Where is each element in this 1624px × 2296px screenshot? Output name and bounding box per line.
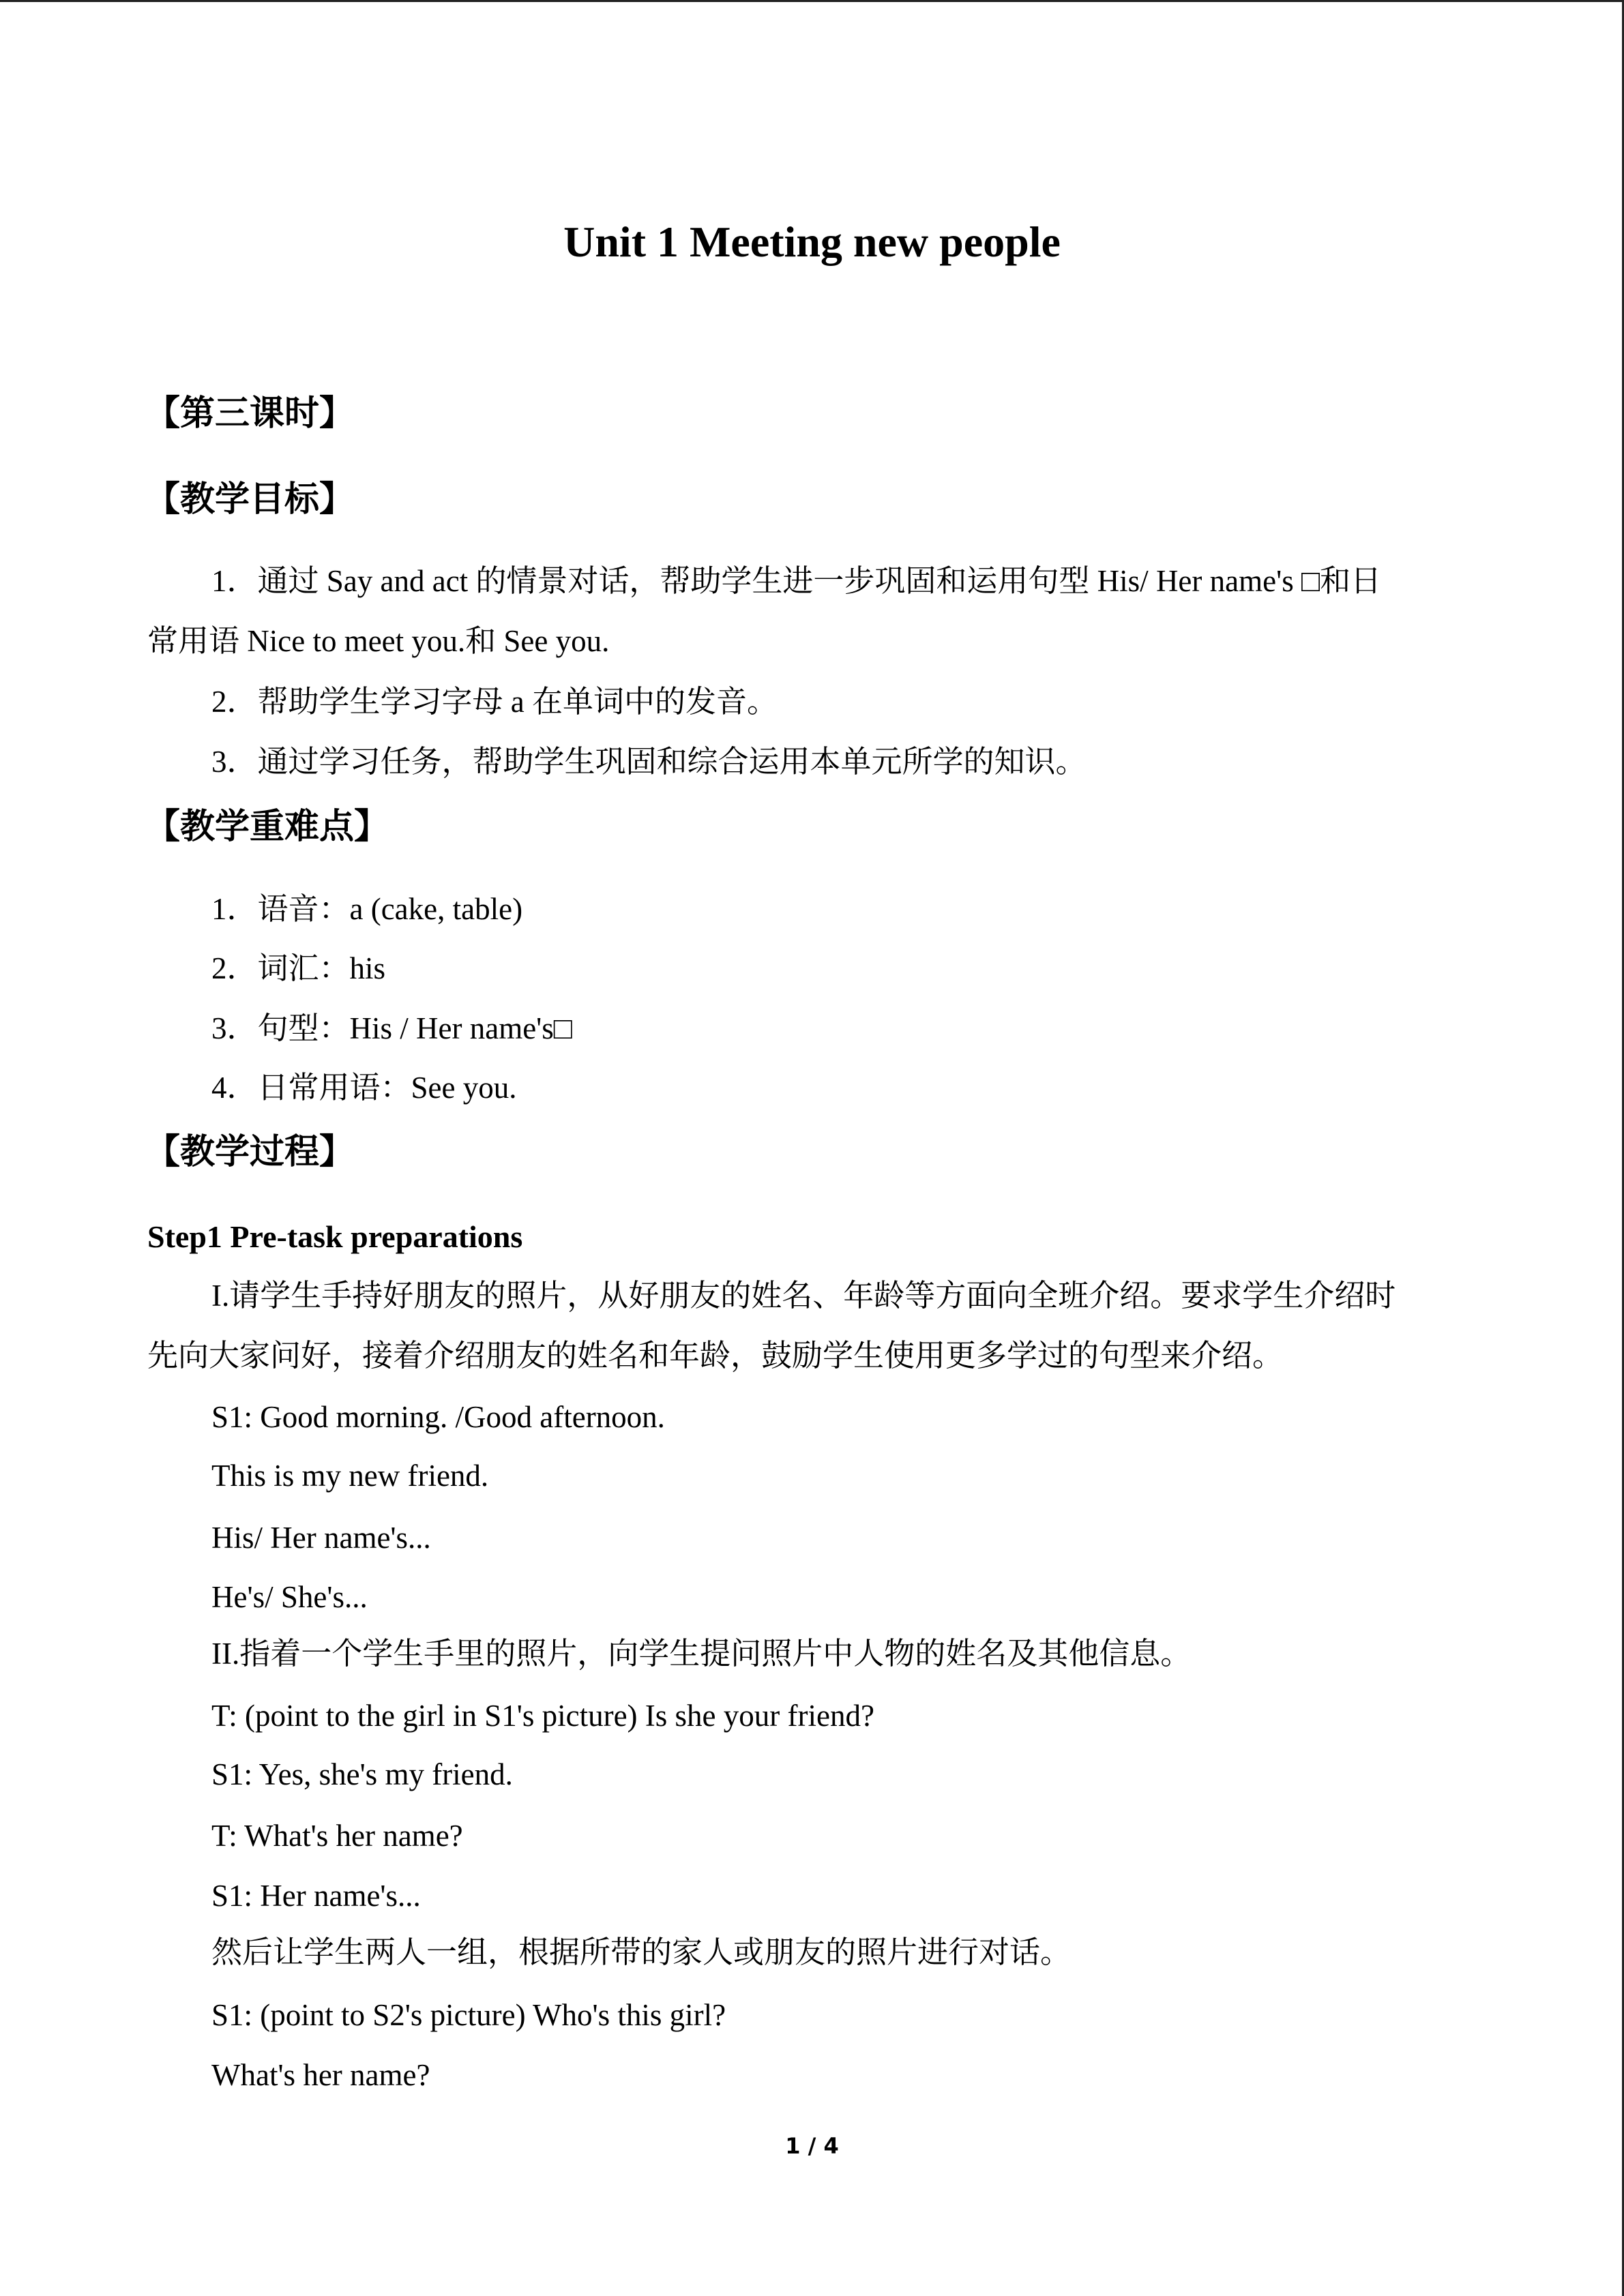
- document-title: Unit 1 Meeting new people: [563, 218, 1061, 266]
- key-point-item-2: 2．词汇：his: [211, 951, 386, 985]
- dialogue3-line: What's her name?: [211, 2058, 430, 2092]
- key-points-heading: 【教学重难点】: [145, 807, 389, 847]
- pair-instruction-line: 然后让学生两人一组，根据所带的家人或朋友的照片进行对话。: [211, 1935, 1072, 1969]
- dialogue1-line: He's/ She's...: [211, 1580, 368, 1614]
- step1-heading: Step1 Pre-task preparations: [147, 1219, 523, 1254]
- page-number: 1 / 4: [785, 2133, 839, 2159]
- dialogue2-line: T: (point to the girl in S1's picture) Is she your friend?: [211, 1699, 874, 1733]
- part2-line: II.指着一个学生手里的照片，向学生提问照片中人物的姓名及其他信息。: [211, 1637, 1192, 1671]
- key-point-item-1: 1．语音：a (cake, table): [211, 892, 523, 926]
- dialogue1-line: His/ Her name's...: [211, 1521, 431, 1555]
- dialogue2-line: S1: Yes, she's my friend.: [211, 1757, 513, 1791]
- objective-item-3: 3．通过学习任务，帮助学生巩固和综合运用本单元所学的知识。: [211, 745, 1087, 779]
- top-border-line: [0, 0, 1624, 2]
- process-heading: 【教学过程】: [145, 1132, 355, 1172]
- dialogue2-line: S1: Her name's...: [211, 1879, 421, 1913]
- dialogue1-line: This is my new friend.: [211, 1459, 489, 1493]
- objectives-heading: 【教学目标】: [145, 479, 355, 520]
- dialogue1-line: S1: Good morning. /Good afternoon.: [211, 1400, 665, 1434]
- dialogue2-line: T: What's her name?: [211, 1819, 463, 1853]
- part1-line-1: I.请学生手持好朋友的照片，从好朋友的姓名、年龄等方面向全班介绍。要求学生介绍时: [211, 1279, 1396, 1313]
- part1-line-2: 先向大家问好，接着介绍朋友的姓名和年龄，鼓励学生使用更多学过的句型来介绍。: [147, 1339, 1284, 1373]
- objective-item-1-line-1: 1．通过 Say and act 的情景对话，帮助学生进一步巩固和运用句型 His/ Her name's □和日: [211, 564, 1382, 598]
- objective-item-2: 2．帮助学生学习字母 a 在单词中的发音。: [211, 685, 778, 719]
- key-point-item-4: 4．日常用语：See you.: [211, 1071, 517, 1105]
- key-point-item-3: 3．句型：His / Her name's□: [211, 1011, 572, 1045]
- dialogue3-line: S1: (point to S2's picture) Who's this girl?: [211, 1998, 726, 2032]
- objective-item-1-line-2: 常用语 Nice to meet you.和 See you.: [147, 624, 610, 658]
- lesson-label: 【第三课时】: [145, 393, 355, 434]
